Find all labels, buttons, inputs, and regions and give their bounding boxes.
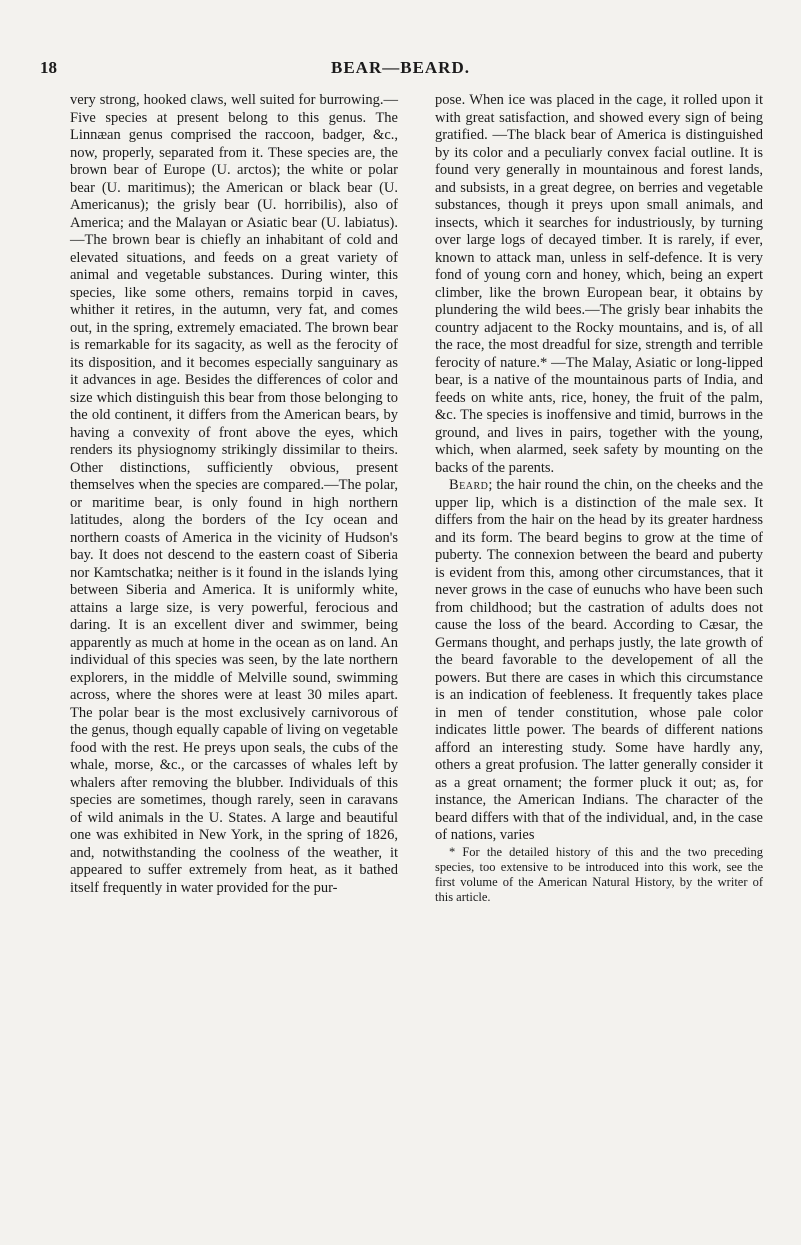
paragraph-beard [435,477,763,845]
paragraph-bear-species: very strong, hooked claws, well suited for burrowing.—Five species at present belong to this genus. The Linnæan genus comprised the raccoon, badger, &c., now, properly, separated from it. These species are, the brown bear of Europe (U. arctos); the white or polar bear (U. maritimus); the American or black bear (U. Americanus); the grisly bear (U. horribilis), also of America; and the Malayan or Asiatic bear (U. labiatus).—The brown bear is chiefly an inhabitant of cold and elevated situations, and feeds on a great variety of animal and vegetable substances. During winter, this species, like some others, remains torpid in caves, whither it retires, in the autumn, very fat, and comes out, in the spring, extremely emaciated. The brown bear is remarkable for its sagacity, as well as the ferocity of its disposition, and it becomes especially sanguinary as it advances in age. Besides the differences of color and size which distinguish this bear from those belonging to the old continent, it differs from the American bears, by having a convexity of front above the eyes, which renders its physiognomy strikingly dissimilar to theirs. Other distinctions, sufficiently obvious, present themselves when the species are compared.—The polar, or maritime bear, is only found in high northern latitudes, along the borders of the Icy ocean and northern coasts of America in the vicinity of Hudson's bay. It does not descend to the eastern coast of Siberia nor Kamtschatka; neither is it found in the islands lying between Siberia and America. It is uniformly white, attains a large size, is very powerful, ferocious and daring. It is an excellent diver and swimmer, being apparently as much at home in the ocean as on land. An individual of this species was seen, by the late northern explorers, in the middle of Melville sound, swimming across, where the shores were at least 30 miles apart. The polar bear is the most exclusively carnivorous of the genus, though equally capable of living on vegetable food with the rest. He preys upon seals, the cubs of the whale, morse, &c., or the carcasses of whales left by whalers after removing the blubber. Individuals of this species are sometimes, though rarely, seen in caravans of wild animals in the U. States. A large and beautiful one was exhibited in New York, in the spring of 1826, and, notwithstanding the coolness of the weather, it appeared to suffer extremely from heat, as it bathed itself frequently in water provided for the pur- [70,92,398,896]
beard-text: ; the hair round the chin, on the cheeks and the upper lip, which is a distinction of the male sex. It differs from the hair on the head by its greater hardness and its form. The beard begins to grow at the time of puberty. The connexion between the beard and puberty is evident from this, among other circumstances, that it never grows in the case of eunuchs who have been such from childhood; but the castration of adults does not cause the loss of the beard. According to Cæsar, the Germans thought, and perhaps justly, the late growth of the beard favorable to the developement of all the powers. But there are cases in which this circumstance is an indication of feebleness. It frequently takes place in men of tender constitution, whose pale color indicates little power. The beards of different nations afford an interesting study. Some have hardly any, others a great profusion. The latter generally consider it as a great ornament; the former pluck it out; as, for instance, the American Indians. The character of the beard differs with that of the individual, and, in the case of nations, varies [435,477,763,843]
paragraph-bear-continued: pose. When ice was placed in the cage, it rolled upon it with great satisfaction, and showed every sign of being gratified. —The black bear of America is distinguished by its color and a peculiarly convex facial outline. It is found very generally in mountainous and forest lands, and subsists, in a great degree, on berries and vegetable substances, though it preys upon small animals, and insects, which it searches for industriously, by turning over large logs of decayed timber. It is rarely, if ever, known to attack man, unless in self-defence. It is very fond of young corn and honey, which, being an expert climber, like the brown European bear, it obtains by plundering the wild bees.—The grisly bear inhabits the country adjacent to the Rocky mountains, and is, of all the race, the most dreadful for size, strength and terrible ferocity of nature.* —The Malay, Asiatic or long-lipped bear, is a native of the mountainous parts of India, and feeds on white ants, rice, honey, the fruit of the palm, &c. The species is inoffensive and timid, burrows in the ground, and lives in pairs, together with the young, which, when alarmed, seek safety by mounting on the backs of the parents. [435,92,763,476]
right-column [435,92,763,905]
footnote: * For the detailed history of this and the two preceding species, too extensive to be introduced into this work, see the first volume of the American Natural History, by the writer of this article. [435,844,763,904]
beard-headword: Beard [449,477,489,493]
running-title: BEAR—BEARD. [331,58,470,77]
left-column [70,92,398,897]
page-number: 18 [40,58,57,77]
